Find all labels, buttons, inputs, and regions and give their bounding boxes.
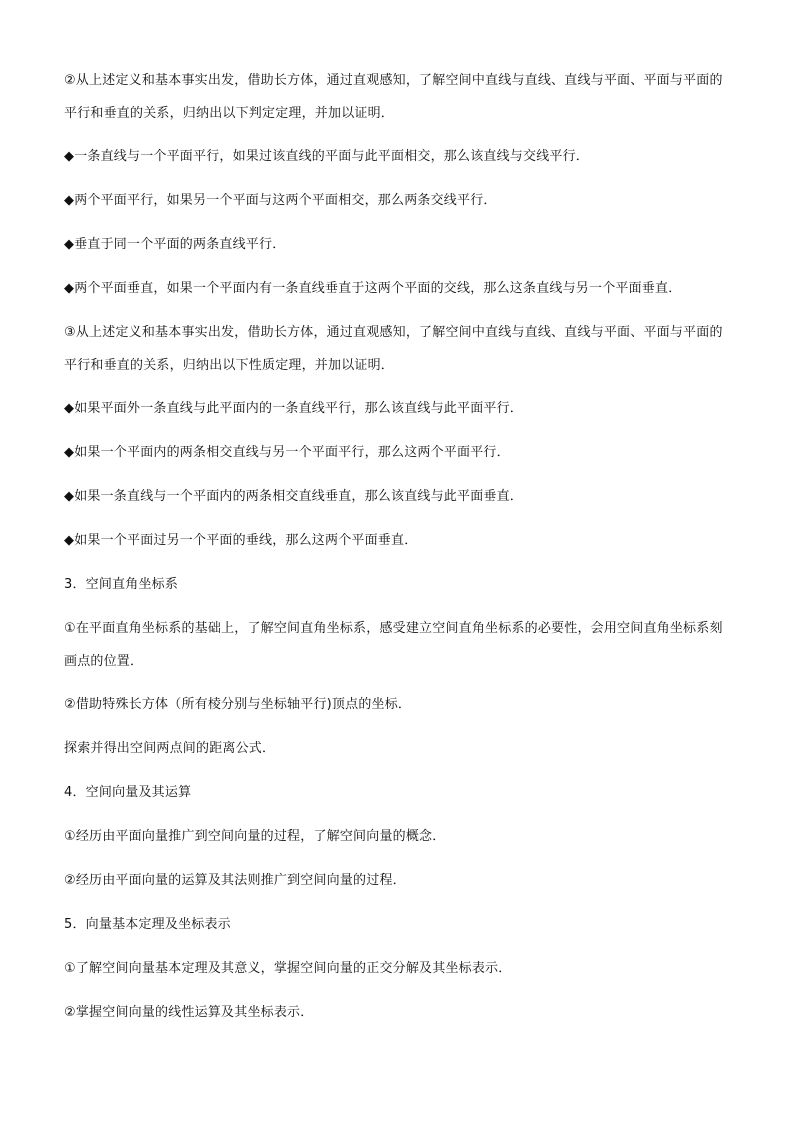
section-heading-vector-operations: 4．空间向量及其运算 (64, 785, 192, 800)
paragraph-vector-operations: ②经历由平面向量的运算及其法则推广到空间向量的过程． (64, 873, 406, 888)
section-heading-coordinate-system: 3．空间直角坐标系 (64, 577, 179, 592)
document-page (64, 64, 734, 1040)
paragraph-vector-concept: ①经历由平面向量推广到空间向量的过程，了解空间向量的概念． (64, 829, 446, 844)
bullet-perpendicular-lines-parallel: ◆垂直于同一个平面的两条直线平行． (64, 237, 286, 252)
bullet-line-perpendicular-plane: ◆如果一条直线与一个平面内的两条相交直线垂直，那么该直线与此平面垂直． (64, 489, 523, 504)
bullet-line-plane-parallel: ◆一条直线与一个平面平行，如果过该直线的平面与此平面相交，那么该直线与交线平行． (64, 149, 589, 164)
section-heading-vector-basis-theorem: 5．向量基本定理及坐标表示 (64, 917, 231, 932)
paragraph-distance-formula: 探索并得出空间两点间的距离公式． (64, 741, 276, 756)
bullet-two-planes-parallel: ◆两个平面平行，如果另一个平面与这两个平面相交，那么两条交线平行． (64, 193, 497, 208)
paragraph-basis-theorem: ①了解空间向量基本定理及其意义，掌握空间向量的正交分解及其坐标表示． (64, 961, 512, 976)
paragraph-coordinate-system-intro: ①在平面直角坐标系的基础上，了解空间直角坐标系，感受建立空间直角坐标系的必要性，会用空间直角坐标系刻画点的位置． (64, 621, 723, 669)
paragraph-3-property-theorems: ③从上述定义和基本事实出发，借助长方体，通过直观感知，了解空间中直线与直线、直线与平面、平面与平面的平行和垂直的关系，归纳出以下性质定理，并加以证明． (64, 325, 723, 373)
bullet-plane-through-perpendicular: ◆如果一个平面过另一个平面的垂线，那么这两个平面垂直． (64, 533, 418, 548)
bullet-planes-perpendicular: ◆两个平面垂直，如果一个平面内有一条直线垂直于这两个平面的交线，那么这条直线与另一个平面垂直． (64, 281, 682, 296)
bullet-line-outside-plane-parallel: ◆如果平面外一条直线与此平面内的一条直线平行，那么该直线与此平面平行． (64, 401, 523, 416)
paragraph-2-judgment-theorems: ②从上述定义和基本事实出发，借助长方体，通过直观感知，了解空间中直线与直线、直线与平面、平面与平面的平行和垂直的关系，归纳出以下判定定理，并加以证明． (64, 73, 723, 121)
paragraph-linear-operations: ②掌握空间向量的线性运算及其坐标表示． (64, 1005, 314, 1020)
paragraph-special-cuboid: ②借助特殊长方体（所有棱分别与坐标轴平行)顶点的坐标． (64, 697, 412, 712)
bullet-intersecting-lines-plane-parallel: ◆如果一个平面内的两条相交直线与另一个平面平行，那么这两个平面平行． (64, 445, 510, 460)
